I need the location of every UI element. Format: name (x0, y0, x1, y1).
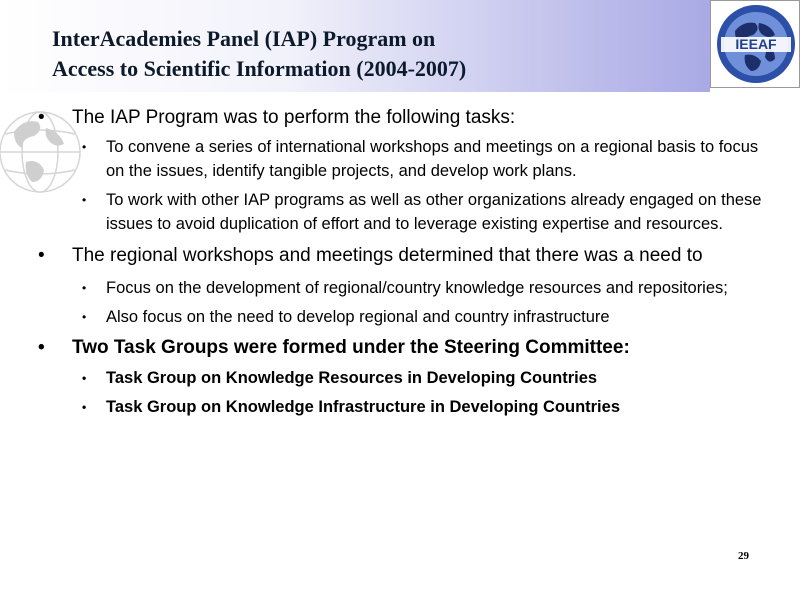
sub-bullet-item-6 (72, 395, 778, 419)
sub-bullet-marker: • (82, 193, 87, 207)
sub-bullet-text: Also focus on the need to develop regional and country infrastructure (106, 308, 610, 326)
sub-bullet-marker: • (82, 400, 87, 414)
sub-bullet-text: To work with other IAP programs as well as other organizations already engaged on these issues to avoid duplication of effort and to leverage existing expertise and resources. (106, 191, 762, 233)
bullet-text: Two Task Groups were formed under the Steering Committee: (72, 337, 630, 358)
sub-bullet-item-2 (72, 188, 778, 236)
bullet-text: The regional workshops and meetings determined that there was a need to (72, 245, 703, 266)
sub-bullet-marker: • (82, 140, 87, 154)
bullet-marker: • (38, 245, 45, 266)
sub-bullet-item-1 (72, 135, 778, 183)
globe-logo-icon (715, 3, 797, 85)
sub-bullet-marker: • (82, 371, 87, 385)
ieeaf-logo (710, 0, 800, 88)
svg-text:IEEAF: IEEAF (735, 36, 777, 52)
bullet-list (38, 104, 778, 419)
page-number: 29 (738, 550, 749, 562)
slide-title (52, 24, 692, 84)
sub-bullet-item-3 (72, 276, 778, 300)
bullet-item-1 (38, 104, 778, 131)
bullet-marker: • (38, 107, 45, 128)
sub-bullet-text: Focus on the development of regional/country knowledge resources and repositories; (106, 279, 728, 297)
sub-bullet-item-5 (72, 366, 778, 390)
bullet-marker: • (38, 337, 45, 358)
bullet-text: The IAP Program was to perform the following tasks: (72, 107, 516, 128)
bullet-item-2 (38, 242, 778, 269)
bullet-item-3 (38, 334, 778, 361)
sub-bullet-item-4 (72, 305, 778, 329)
sub-bullet-marker: • (82, 281, 87, 295)
sub-bullet-text: Task Group on Knowledge Resources in Developing Countries (106, 369, 598, 387)
slide-title-line-1: InterAcademies Panel (IAP) Program on (52, 26, 436, 51)
sub-bullet-text: To convene a series of international workshops and meetings on a regional basis to focus on the issues, identify tangible projects, and develop work plans. (106, 138, 759, 180)
sub-bullet-text: Task Group on Knowledge Infrastructure in Developing Countries (106, 398, 620, 416)
sub-bullet-marker: • (82, 310, 87, 324)
slide-title-line-2: Access to Scientific Information (2004-2007) (52, 56, 467, 81)
